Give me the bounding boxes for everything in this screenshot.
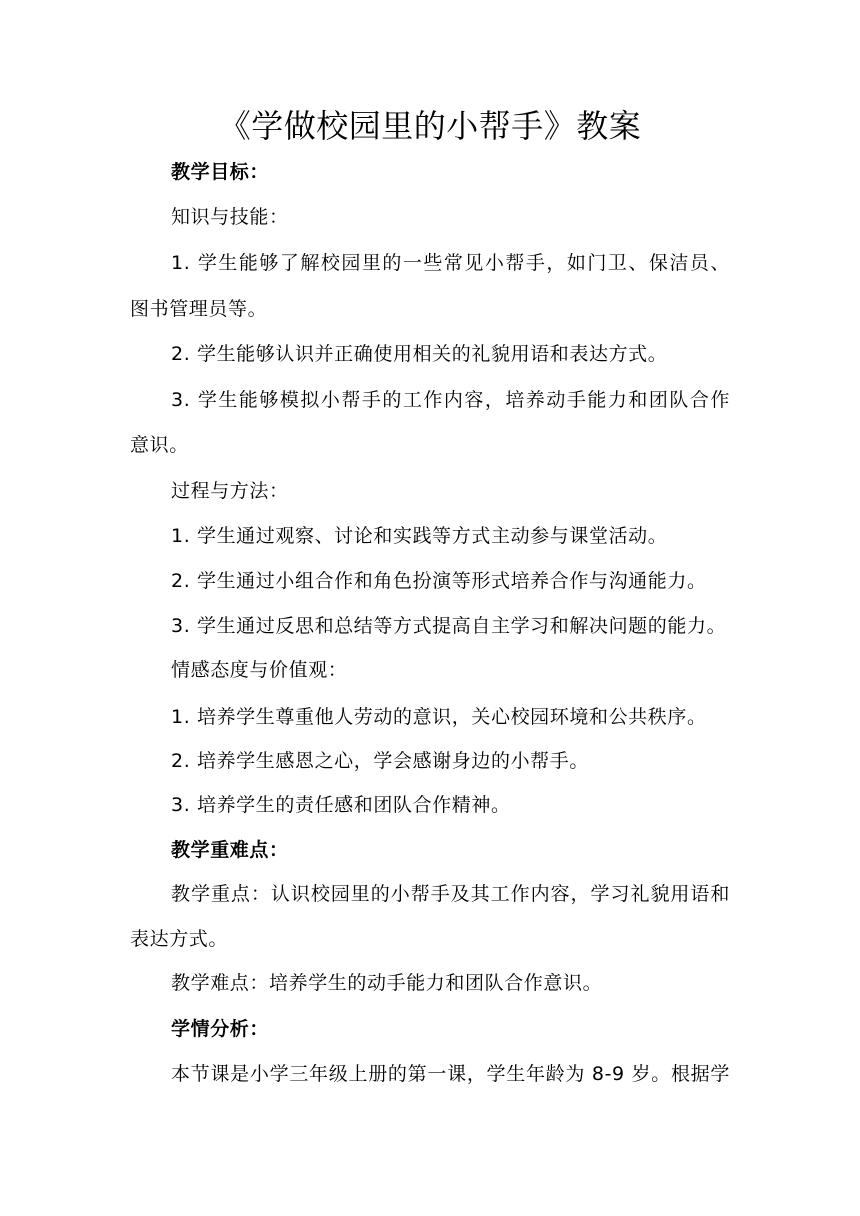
- page-title: 《学做校园里的小帮手》教案: [218, 107, 642, 145]
- process-item-3: 3. 学生通过反思和总结等方式提高自主学习和解决问题的能力。: [171, 615, 727, 637]
- heading-key-points: 教学重难点：: [171, 839, 289, 861]
- heading-analysis: 学情分析：: [171, 1018, 270, 1040]
- key-point-line1: 教学重点：认识校园里的小帮手及其工作内容，学习礼貌用语和: [171, 883, 730, 905]
- difficult-point: 教学难点：培养学生的动手能力和团队合作意识。: [171, 972, 603, 994]
- emotion-item-3: 3. 培养学生的责任感和团队合作精神。: [171, 794, 511, 816]
- process-item-1: 1. 学生通过观察、讨论和实践等方式主动参与课堂活动。: [171, 525, 668, 547]
- knowledge-item-3-line2: 意识。: [130, 434, 189, 456]
- key-point-line2: 表达方式。: [130, 928, 229, 950]
- analysis-line1: 本节课是小学三年级上册的第一课，学生年龄为 8-9 岁。根据学: [171, 1063, 730, 1085]
- knowledge-item-1-line1: 1. 学生能够了解校园里的一些常见小帮手，如门卫、保洁员、: [171, 252, 730, 274]
- knowledge-item-3-line1: 3. 学生能够模拟小帮手的工作内容，培养动手能力和团队合作: [171, 389, 730, 411]
- emotion-item-1: 1. 培养学生尊重他人劳动的意识，关心校园环境和公共秩序。: [171, 706, 707, 728]
- knowledge-label: 知识与技能：: [171, 206, 289, 228]
- emotion-item-2: 2. 培养学生感恩之心，学会感谢身边的小帮手。: [171, 750, 589, 772]
- knowledge-item-2: 2. 学生能够认识并正确使用相关的礼貌用语和表达方式。: [171, 343, 668, 365]
- heading-objectives: 教学目标：: [171, 161, 270, 183]
- knowledge-item-1-line2: 图书管理员等。: [130, 298, 268, 320]
- emotion-label: 情感态度与价值观：: [171, 659, 348, 681]
- process-label: 过程与方法：: [171, 480, 289, 502]
- process-item-2: 2. 学生通过小组合作和角色扮演等形式培养合作与沟通能力。: [171, 570, 707, 592]
